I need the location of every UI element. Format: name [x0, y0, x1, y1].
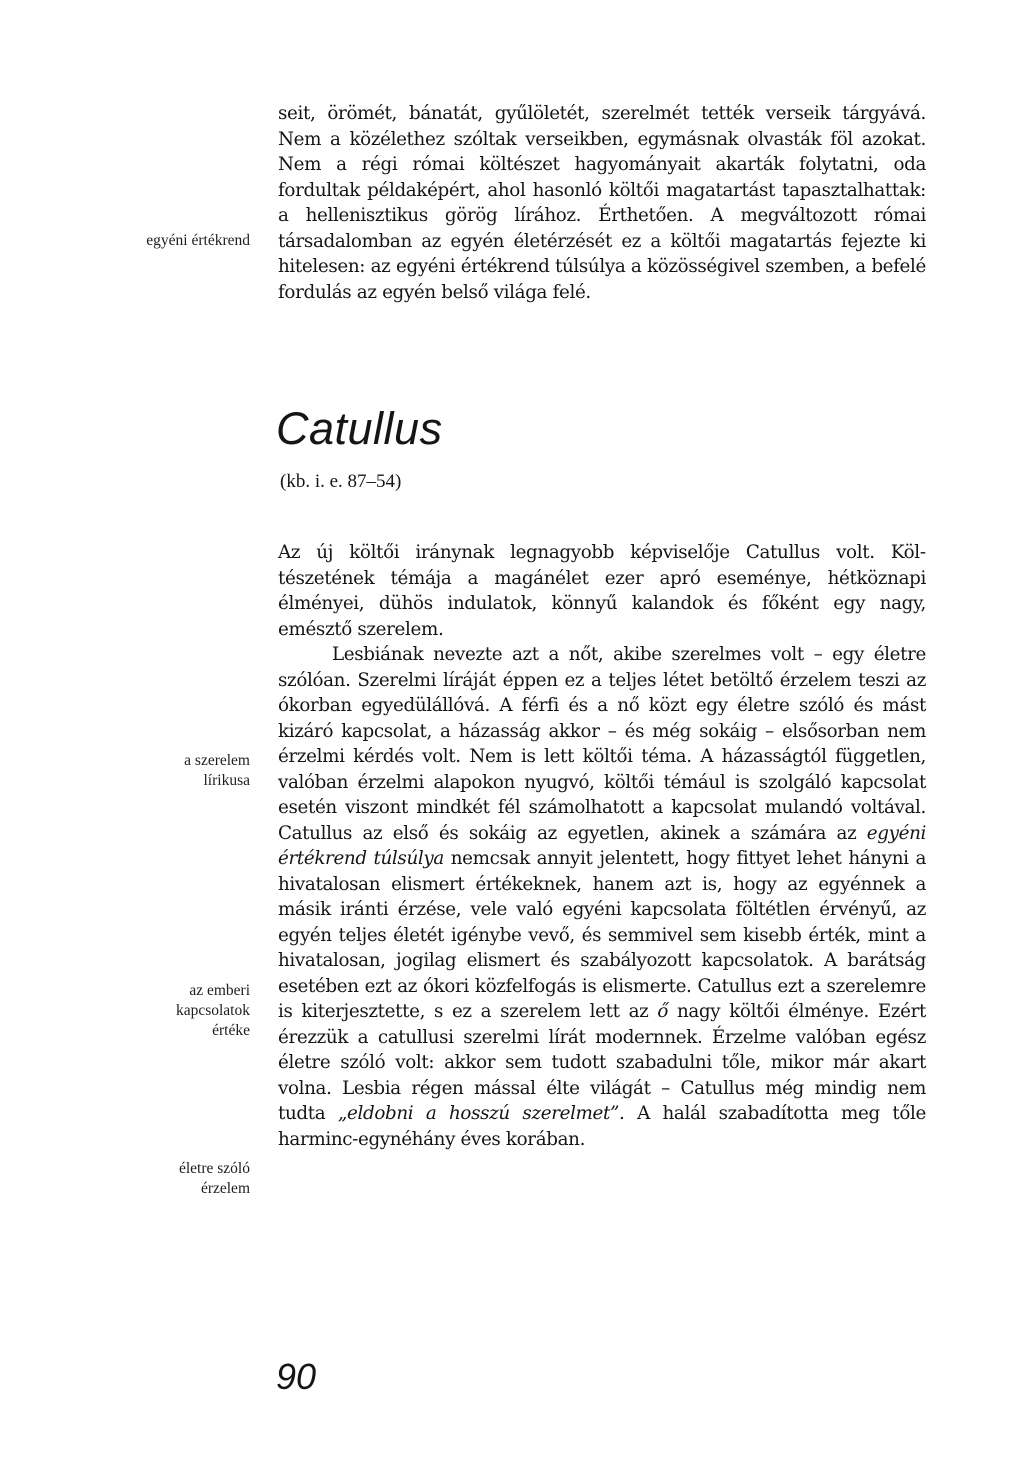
- margin-note-line: életre szóló: [178, 1160, 250, 1177]
- page-number: 90: [276, 1356, 317, 1397]
- paragraph-2-text: Lesbiának nevezte azt a nőt, akibe szerelmes volt – egy életre szólóan. Szerelmi líráját éppen ez a teljes létet betöltő érzelem teszi az ókorban egyedülállóvá. A férfi és a nő közt egy életre szóló és mást kizáró kapcsolat, a házasság akkor – és még sokáig – elsősorban nem érzelmi kérdés volt. Nem is lett költői téma. A házasságtól független, valóban érzelmi alapokon nyugvó, költői témául is szolgáló kapcsolat esetén viszont mindkét fél számolhatott a kapcsolat mulandó voltával. Catullus az első és sokáig az egyetlen, akinek a számára az: [278, 644, 926, 844]
- margin-note-egyeni-ertekrend: [75, 231, 250, 251]
- emphasis-quotation: „eldobni a hosszú szerelmet”.: [337, 1103, 625, 1124]
- margin-note-az-emberi-kapcsolatok-erteke: [75, 981, 250, 1041]
- chapter-dates: (kb. i. e. 87–54): [280, 471, 402, 492]
- margin-note-line: lírikusa: [203, 772, 250, 789]
- margin-note-eletre-szolo-erzelem: [75, 1159, 250, 1199]
- paragraph-2-text: nagy költői élménye. Ezért érezzük a catullusi szerelmi lírát modernnek. Érzelme valóban egész életre szóló volt: akkor sem tudott szabadulni tőle, mikor már akart volna. Lesbia régen mással élte világát – Catullus még mindig nem tudta: [278, 1001, 927, 1124]
- paragraph-2: [278, 642, 926, 1152]
- chapter-title: Catullus: [276, 403, 443, 454]
- margin-note-line: az emberi: [189, 982, 250, 999]
- margin-note-line: kapcsolatok: [175, 1002, 250, 1019]
- emphasis-o: ő: [657, 1001, 669, 1022]
- paragraph-2-text: nemcsak annyit jelentett, hogy fittyet lehet hányni a hivatalosan elismert értékeknek, hanem azt is, hogy az egyénnek a másik iránti érzése, vele való egyéni kapcsolata föltétlen érvényű, az egyén teljes életét igénybe vevő, és semmivel sem kisebb érték, mint a hivatalosan, jogilag elismert és szabályozott kapcsolatok. A barátság esetében ezt az ókori közfelfogás is elismerte. Catullus ezt a szerelemre is kiterjesztette, s ez a szerelem lett az: [278, 848, 926, 1022]
- margin-note-line: értéke: [212, 1022, 250, 1039]
- paragraph-2-text: A halál szabadította meg tőle harminc-egynéhány éves korában.: [278, 1103, 927, 1150]
- intro-paragraph: seit, örömét, bánatát, gyűlöletét, szerelmét tették verseik tárgyává. Nem a közélethez szóltak verseikben, egymásnak olvasták föl azokat. Nem a régi római költészet hagyományait akarták folytatni, oda fordultak példaképért, ahol hasonló költői magatartást tapasztalhattak: a hellenisztikus görög lírához. Érthetően. A megváltozott római társadalomban az egyén életérzését ez a költői magatartás fejezte ki hitelesen: az egyéni értékrend túlsúlya a közösségivel szemben, a befelé fordulás az egyén belső világa felé.: [278, 103, 926, 303]
- margin-note-line: a szerelem: [184, 752, 250, 769]
- margin-note-line: egyéni értékrend: [146, 232, 250, 249]
- margin-note-line: érzelem: [200, 1180, 250, 1197]
- margin-note-a-szerelem-lirikusa: [75, 751, 250, 791]
- paragraph-1: Az új költői iránynak legnagyobb képviselője Catullus volt. Költészetének témája a magánélet ezer apró eseménye, hétköznapi élményei, dühös indulatok, könnyű kalandok és főként egy nagy, emésztő szerelem.: [278, 542, 926, 640]
- emphasis-egyeni-ertekrend: egyéni értékrend túlsúlya: [278, 822, 926, 869]
